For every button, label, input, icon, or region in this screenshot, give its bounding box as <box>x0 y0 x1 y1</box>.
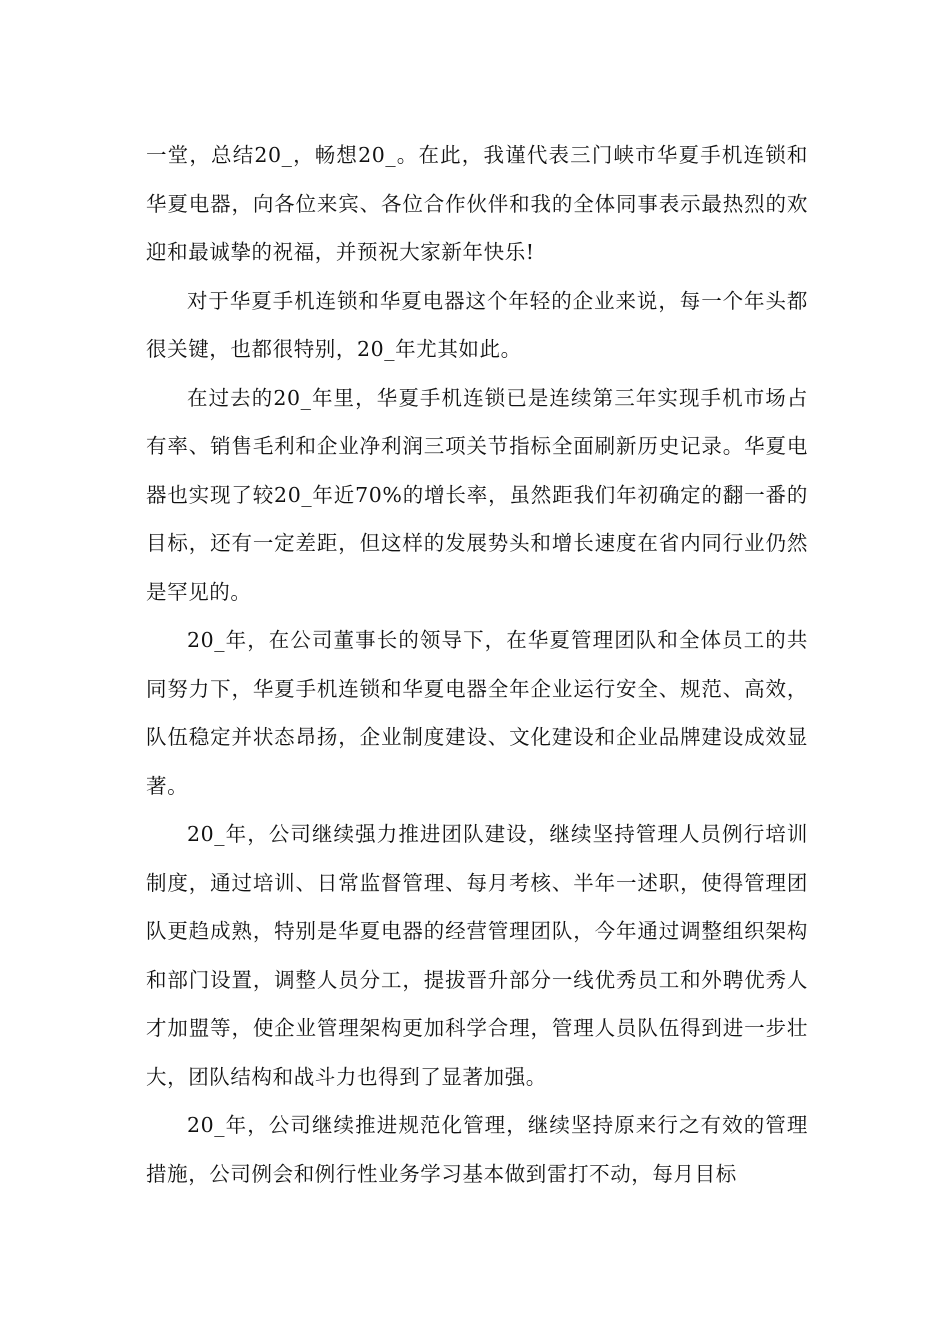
paragraph-team-building: 20_年，公司继续强力推进团队建设，继续坚持管理人员例行培训制度，通过培训、日常监督管理、每月考核、半年一述职，使得管理团队更趋成熟，特别是华夏电器的经营管理团队，今年通过调整组织架构和部门设置，调整人员分工，提拔晋升部分一线优秀员工和外聘优秀人才加盟等，使企业管理架构更加科学合理，管理人员队伍得到进一步壮大，团队结构和战斗力也得到了显著加强。 <box>146 822 808 1089</box>
paragraph-past-year-results: 在过去的20_年里，华夏手机连锁已是连续第三年实现手机市场占有率、销售毛利和企业净利润三项关节指标全面刷新历史记录。华夏电器也实现了较20_年近70%的增长率，虽然距我们年初确定的翻一番的目标，还有一定差距，但这样的发展势头和增长速度在省内同行业仍然是罕见的。 <box>146 385 808 604</box>
paragraph-company-intro: 对于华夏手机连锁和华夏电器这个年轻的企业来说，每一个年头都很关键，也都很特别，20_年尤其如此。 <box>146 288 808 361</box>
paragraph-leadership: 20_年，在公司董事长的领导下，在华夏管理团队和全体员工的共同努力下，华夏手机连锁和华夏电器全年企业运行安全、规范、高效，队伍稳定并状态昂扬，企业制度建设、文化建设和企业品牌建设成效显著。 <box>146 628 808 798</box>
document-body <box>146 131 808 1198</box>
paragraph-continuation: 一堂，总结20_，畅想20_。在此，我谨代表三门峡市华夏手机连锁和华夏电器，向各位来宾、各位合作伙伴和我的全体同事表示最热烈的欢迎和最诚挚的祝福，并预祝大家新年快乐! <box>146 143 808 264</box>
paragraph-standardized-management: 20_年，公司继续推进规范化管理，继续坚持原来行之有效的管理措施，公司例会和例行性业务学习基本做到雷打不动，每月目标 <box>146 1113 808 1186</box>
